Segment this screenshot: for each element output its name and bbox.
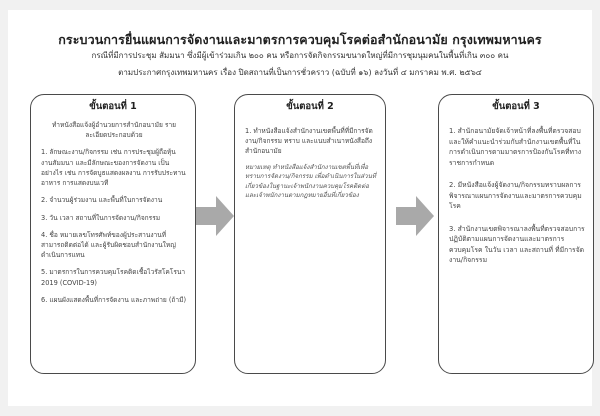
step-2-box [234,94,386,374]
step-2-body [235,114,385,201]
step-3-item-3: 3. สำนักงานเขตพิจารณาลงพื้นที่ตรวจสอบการปฏิบัติตามแผนการจัดงานและมาตรการควบคุมโรค ในวัน เวลา และสถานที่ ที่มีการจัดงาน/กิจกรรม [449,224,585,265]
step-3-body [439,114,593,266]
step-1-box [30,94,196,374]
step-1-intro: ทำหนังสือแจ้งผู้อำนวยการสำนักอนามัย รายละเอียดประกอบด้วย [51,121,177,140]
step-1-item-1: 1. ลักษณะงาน/กิจกรรม เช่น การประชุมผู้ถือหุ้น งานสัมมนา และมีลักษณะของการจัดงาน เป็นอย่างไร เช่น การจัดบูธแสดงผลงาน การรับประทานอาหาร การแสดงบนเวที [41,148,186,188]
step-3-heading: ขั้นตอนที่ 3 [492,101,540,112]
step-1-heading: ขั้นตอนที่ 1 [89,101,137,112]
step-3-item-2: 2. มีหนังสือแจ้งผู้จัดงาน/กิจกรรมทราบผลการพิจารณาแผนการจัดงานและมาตรการควบคุมโรค [449,181,582,211]
step-1-item-5: 5. มาตรการในการควบคุมโรคติดเชื้อไวรัสโคโรนา 2019 (COVID-19) [41,268,186,287]
step-1-body [31,114,195,305]
step-1-item-6: 6. แผนผังแสดงพื้นที่การจัดงาน และภาพถ่าย (ถ้ามี) [41,295,187,304]
subtitle-line-1: กรณีที่มีการประชุม สัมมนา ซึ่งมีผู้เข้าร่วมเกิน ๒๐๐ คน หรือการจัดกิจกรรมขนาดใหญ่ที่มีการชุมนุมคนในพื้นที่เกิน ๓๐๐ คน [91,51,509,60]
right-arrow-icon [396,196,434,236]
step-3-item-1: 1. สำนักอนามัยจัดเจ้าหน้าที่ลงพื้นที่ตรวจสอบและให้คำแนะนำร่วมกับสำนักงานเขตพื้นที่ในการดำเนินการตามมาตรการป้องกันโรคที่ทางราชการกำหนด [449,127,582,167]
step-2-heading: ขั้นตอนที่ 2 [286,101,334,112]
step-3-box [438,94,594,374]
page-title: กระบวนการยื่นแผนการจัดงานและมาตรการควบคุมโรคต่อสำนักอนามัย กรุงเทพมหานคร [58,32,542,47]
right-arrow-icon [196,196,234,236]
step-1-item-4: 4. ชื่อ หมายเลขโทรศัพท์ของผู้ประสานงานที่สามารถติดต่อได้ และผู้รับผิดชอบสำนักงานใหญ่ดำเนินการแทน [41,230,176,260]
step-2-note: หมายเหตุ ทำหนังสือแจ้งสำนักงานเขตพื้นที่เพื่อทราบการจัดงาน/กิจกรรม เพื่อดำเนินการในส่วนที่เกี่ยวข้องในฐานะเจ้าพนักงานควบคุมโรคติดต่อและเจ้าพนักงานตามกฎหมายอื่นที่เกี่ยวข้อง [245,163,376,200]
subtitle-line-2: ตามประกาศกรุงเทพมหานคร เรื่อง ปิดสถานที่เป็นการชั่วคราว (ฉบับที่ ๑๖) ลงวันที่ ๔ มกราคม พ.ศ. ๒๕๖๔ [118,68,482,77]
step-1-item-3: 3. วัน เวลา สถานที่ในการจัดงาน/กิจกรรม [41,213,161,222]
step-1-item-2: 2. จำนวนผู้ร่วมงาน และพื้นที่ในการจัดงาน [41,196,163,205]
step-2-item-1: 1. ทำหนังสือแจ้งสำนักงานเขตพื้นที่ที่มีการจัดงาน/กิจกรรม ทราบ และแนบสำเนาหนังสือถึงสำนักอนามัย [245,127,373,156]
